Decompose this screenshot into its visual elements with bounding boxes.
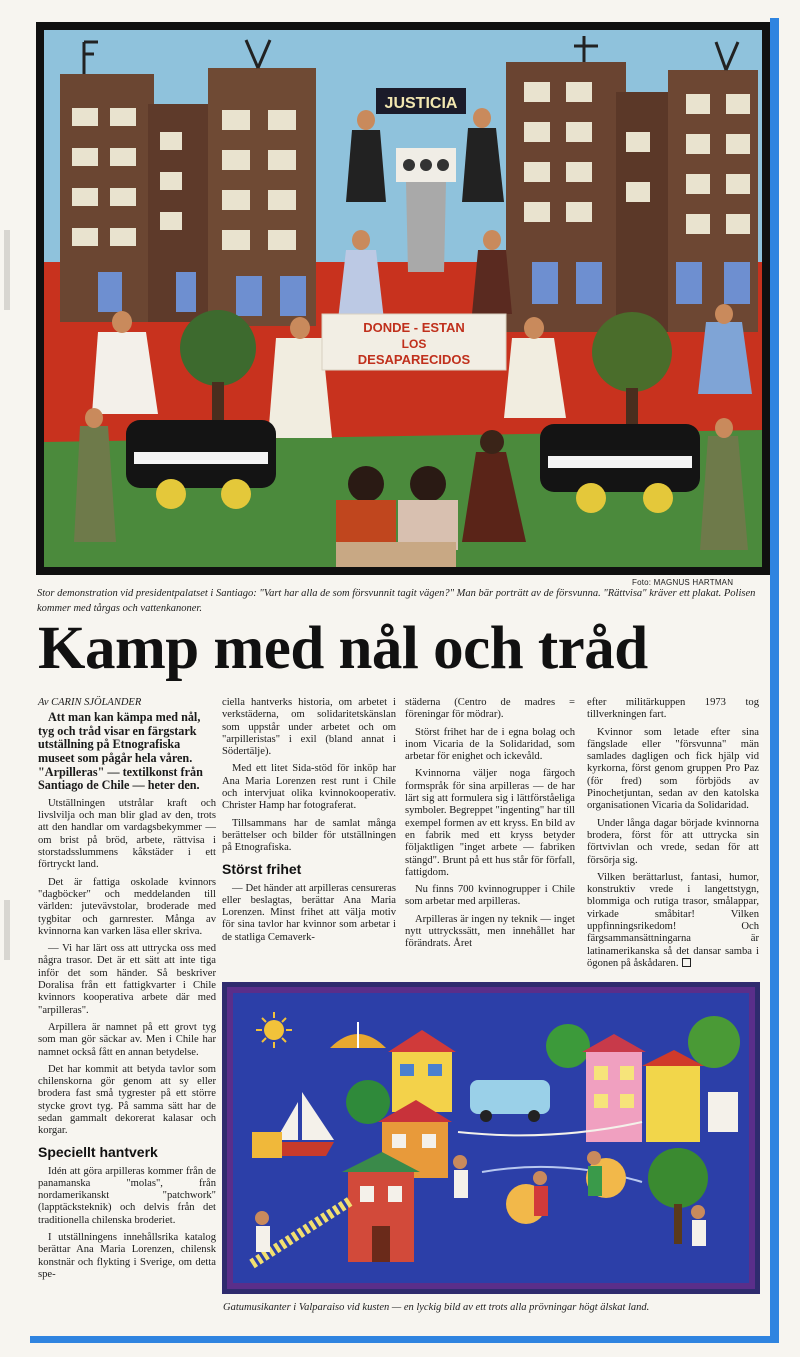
end-of-article-mark-icon	[682, 958, 691, 967]
valparaiso-arpillera-illustration	[222, 982, 760, 1294]
article-column-4	[587, 697, 759, 975]
article-column-3	[405, 697, 575, 956]
body-paragraph: Arpilleras är ingen ny teknik — inget nytt uttryckssätt, men innehållet har förändrats. Året	[405, 913, 575, 950]
body-paragraph: Nu finns 700 kvinnogrupper i Chile som arbetar med arpilleras.	[405, 884, 575, 908]
body-paragraph: Kvinnorna väljer noga färgoch formspråk för sina arpilleras — de har lärt sig att formulera sig i lättförståeliga symboler. Begreppet "ingenting" har till exempel formen av ett kryss. En bild av en fabrik med ett kryss betyder följaktligen "inget arbete — fabriken stängd". Brunt på ett hus står för förfall, fattigdom.	[405, 768, 575, 878]
body-paragraph: Störst frihet har de i egna bolag och inom Vicaria de la Solidaridad, som arbetar för enighet och ickevåld.	[405, 726, 575, 763]
banner-line-2: LOS	[401, 337, 427, 351]
accent-stripe-right	[770, 18, 779, 1343]
lead-paragraph: Att man kan kämpa med nål, tyg och tråd visar en färgstark utställning på Etnografiska museet som pågår hela våren. "Arpilleras" — textilkonst från Santiago de Chile — heter den.	[38, 710, 203, 793]
subheading-storst-frihet: Störst frihet	[222, 860, 302, 877]
body-paragraph: — Vi har lärt oss att uttrycka oss med några trasor. Det är ett sätt att inte tiga inför det som händer. Så beskriver Doralisa från ett fattigkvarter i Chile kvinnors kooperativa arbete där med "arpilleras".	[38, 943, 216, 1016]
scan-edge-mark	[4, 230, 10, 310]
accent-stripe-bottom	[30, 1336, 779, 1343]
arpillera-protest-photo	[36, 22, 770, 575]
photo-caption-top: Stor demonstration vid presidentpalatset i Santiago: "Vart har alla de som försvunnit tagit vägen?" Man bär porträtt av de försvunna. "Rättvisa" kräver ett plakat. Polisen kommer med tårgas och vattenkanoner.	[37, 588, 756, 614]
body-paragraph: efter militärkuppen 1973 tog tillverkningen fart.	[587, 697, 759, 721]
body-paragraph: ciella hantverks historia, om arbetet i verkstäderna, om solidaritetskänslan som uppstår under arbetet och om "arpilleristas" i exil (bland annat i Södertälje).	[222, 697, 396, 758]
article-column-1	[38, 697, 216, 1286]
body-paragraph: Arpillera är namnet på ett grovt tyg som man gör säckar av. Men i Chile har namnet också fått en annan betydelse.	[38, 1021, 216, 1058]
protest-arpillera-illustration	[36, 22, 770, 575]
body-paragraph: I utställningens innehållsrika katalog berättar Ana Maria Lorenzen, chilensk konstnär och flykting i Sverige, om detta spe-	[38, 1232, 216, 1280]
body-paragraph: städerna (Centro de madres = föreningar för mödrar).	[405, 697, 575, 721]
photo-caption-bottom: Gatumusikanter i Valparaiso vid kusten — en lyckig bild av ett trots alla prövningar högt älskat land.	[223, 1302, 650, 1313]
body-paragraph: — Det händer att arpilleras censureras eller beslagtas, berättar Ana Maria Lorenzen. Minst frihet att välja motiv för sina tavlor har kvinnor som arbetar i de statliga Cemaverk-	[222, 882, 396, 943]
body-paragraph: Tillsammans har de samlat många berättelser och bilder för utställningen på Etnografiska.	[222, 817, 396, 854]
byline: Av CARIN SJÖLANDER	[38, 697, 142, 708]
body-paragraph: Utställningen utstrålar kraft och livslvilja och man blir glad av den, trots att den handlar om vardagsbekymmer — om brist på bröd, arbete, rättvisa i storstadsslummens kåkstäder i ett förtryckt land.	[38, 797, 216, 871]
justicia-sign-text: JUSTICIA	[384, 95, 458, 112]
banner-line-1: DONDE - ESTAN	[363, 320, 465, 335]
body-paragraph: Med ett litet Sida-stöd för inköp har Ana Maria Lorenzen rest runt i Chile och intervjuat olika kvinnokooperativ. Christer Hamp har fotograferat.	[222, 763, 396, 812]
closing-paragraph-text: Vilken berättarlust, fantasi, humor, konstruktiv vrede i langettstygn, blommiga och rutiga trasor, smålappar, virkade småbitar! Vilken uppfinningsrikedom! Och färgsammansättningarna är latinamerikanska så det dansar samba i ögonen på åskådaren.	[587, 871, 759, 969]
subheading-speciellt-hantverk: Speciellt hantverk	[38, 1143, 158, 1160]
body-paragraph: Idén att göra arpilleras kommer från de panamanska "molas", från nordamerikanskt "patchwork" (lapptäcksteknik) och delvis från det traditionella chilenska broderiet.	[38, 1165, 216, 1226]
headline: Kamp med nål och tråd	[38, 615, 648, 682]
body-paragraph	[587, 872, 759, 970]
arpillera-valparaiso-photo	[222, 982, 760, 1294]
body-paragraph: Kvinnor som letade efter sina fängslade eller "försvunna" män samlades dagligen och fick hjälp vid kyrkorna, först genom gruppen Pro Paz (för fred) som förbjöds av Pinochetjuntan, sedan av den katolska organisationen Vicaria da Solidaridad.	[587, 726, 759, 812]
body-paragraph: Det är fattiga oskolade kvinnors "dagböcker" och meddelanden till världen: jutevävstolar, broderade med tygbitar och garnrester. Många av kvinnorna kan varken läsa eller skriva.	[38, 876, 216, 937]
body-paragraph: Det har kommit att betyda tavlor som chilenskorna gör genom att sy eller brodera fast små tygrester på ett större stycke grovt tyg. På samma sätt har de sedan gammalt dekorerat kalasar och korgar.	[38, 1063, 216, 1137]
photo-credit: Foto: MAGNUS HARTMAN	[632, 578, 734, 587]
banner-line-3: DESAPARECIDOS	[357, 352, 471, 367]
body-paragraph: Under långa dagar började kvinnorna brodera, först för att uttrycka sin förtvivlan och vrede, sedan för att försörja sig.	[587, 817, 759, 866]
scan-edge-mark	[4, 900, 10, 960]
article-column-2	[222, 697, 396, 949]
